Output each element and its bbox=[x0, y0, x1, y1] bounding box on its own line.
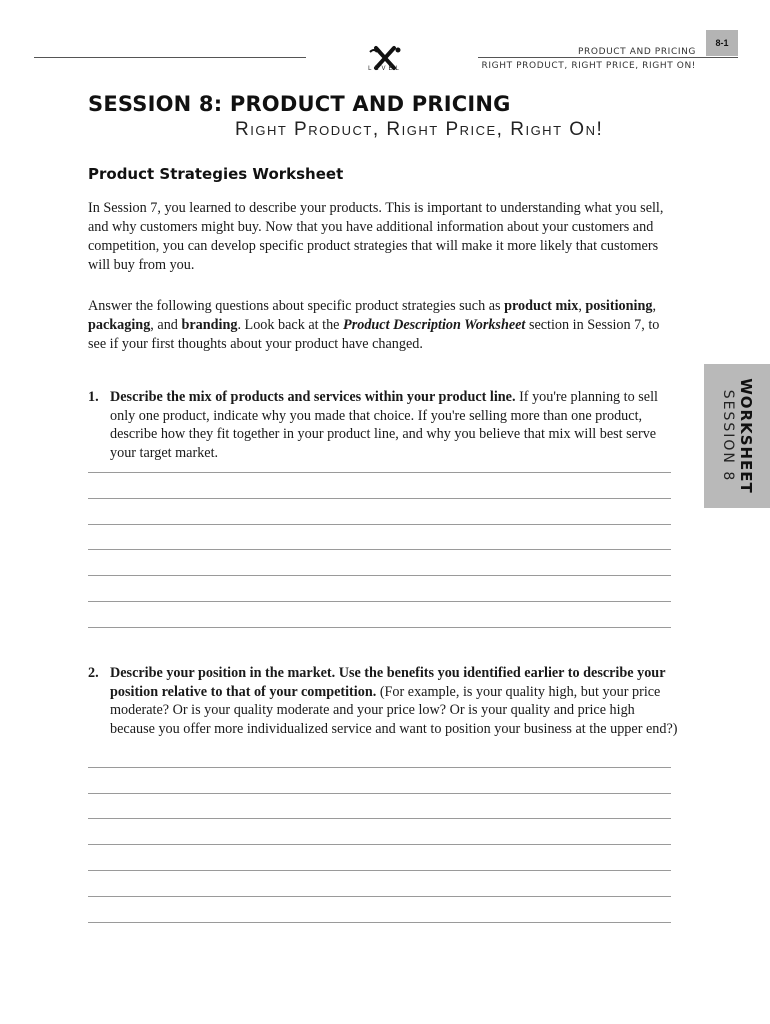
answer-line[interactable] bbox=[88, 524, 671, 525]
instructions-paragraph: Answer the following questions about specific product strategies such as product mix, positioning, packaging, and branding. Look back at the Product Description Worksheet section in Session 7, to see if your first thoughts about your product have changed. bbox=[88, 298, 660, 352]
question-prompt: Describe your position in the market. Use the benefits you identified earlier to describe your position relative to that of your competition. bbox=[110, 665, 666, 700]
answer-line[interactable] bbox=[88, 844, 671, 845]
term-packaging: packaging bbox=[88, 317, 151, 333]
answer-line[interactable] bbox=[88, 472, 671, 473]
header-rule-left bbox=[34, 57, 306, 58]
answer-line[interactable] bbox=[88, 601, 671, 602]
question-number: 1. bbox=[88, 389, 99, 405]
term-positioning: positioning bbox=[585, 298, 653, 314]
answer-line[interactable] bbox=[88, 896, 671, 897]
logo-text: LEVEL bbox=[368, 66, 402, 72]
question-1 bbox=[88, 388, 678, 462]
session-title: SESSION 8: PRODUCT AND PRICING bbox=[88, 92, 511, 116]
question-detail: If you're planning to sell only one product, indicate why you made that choice. If you're selling more than one product, describe how they fit together in your product line, and why you believe that mix will best serve your target market. bbox=[110, 389, 658, 461]
worksheet-reference: Product Description Worksheet bbox=[343, 317, 526, 333]
worksheet-title: Product Strategies Worksheet bbox=[88, 165, 344, 183]
answer-line[interactable] bbox=[88, 767, 671, 768]
header-tagline: RIGHT PRODUCT, RIGHT PRICE, RIGHT ON! bbox=[481, 61, 696, 71]
answer-line[interactable] bbox=[88, 549, 671, 550]
answer-line[interactable] bbox=[88, 870, 671, 871]
question-detail: (For example, is your quality high, but your price moderate? Or is your quality moderate and your price low? Or is your quality and price high because you offer more individualized service and want to position your business at the upper end?) bbox=[110, 683, 678, 737]
question-2 bbox=[88, 664, 678, 738]
side-tab-worksheet: WORKSHEET bbox=[737, 378, 755, 494]
page-number-badge: 8-1 bbox=[706, 30, 738, 56]
answer-line[interactable] bbox=[88, 627, 671, 628]
side-tab-session: SESSION 8 bbox=[720, 389, 736, 483]
answer-line[interactable] bbox=[88, 818, 671, 819]
header-chapter: PRODUCT AND PRICING bbox=[578, 47, 696, 57]
question-prompt: Describe the mix of products and services within your product line. bbox=[110, 389, 516, 405]
term-product-mix: product mix bbox=[504, 298, 579, 314]
answer-line[interactable] bbox=[88, 922, 671, 923]
answer-line[interactable] bbox=[88, 793, 671, 794]
side-tab-label bbox=[719, 364, 755, 508]
answer-line[interactable] bbox=[88, 575, 671, 576]
side-tab bbox=[704, 364, 770, 508]
session-subtitle: Right Product, Right Price, Right On! bbox=[235, 119, 604, 140]
question-number: 2. bbox=[88, 665, 99, 681]
intro-paragraph: In Session 7, you learned to describe your products. This is important to understanding what you sell, and why customers might buy. Now that you have additional information about your customers and competition, you can develop specific product strategies that will make it more likely that customers will buy from you. bbox=[88, 200, 664, 273]
header-rule-right bbox=[478, 57, 738, 58]
answer-line[interactable] bbox=[88, 498, 671, 499]
term-branding: branding bbox=[181, 317, 238, 333]
